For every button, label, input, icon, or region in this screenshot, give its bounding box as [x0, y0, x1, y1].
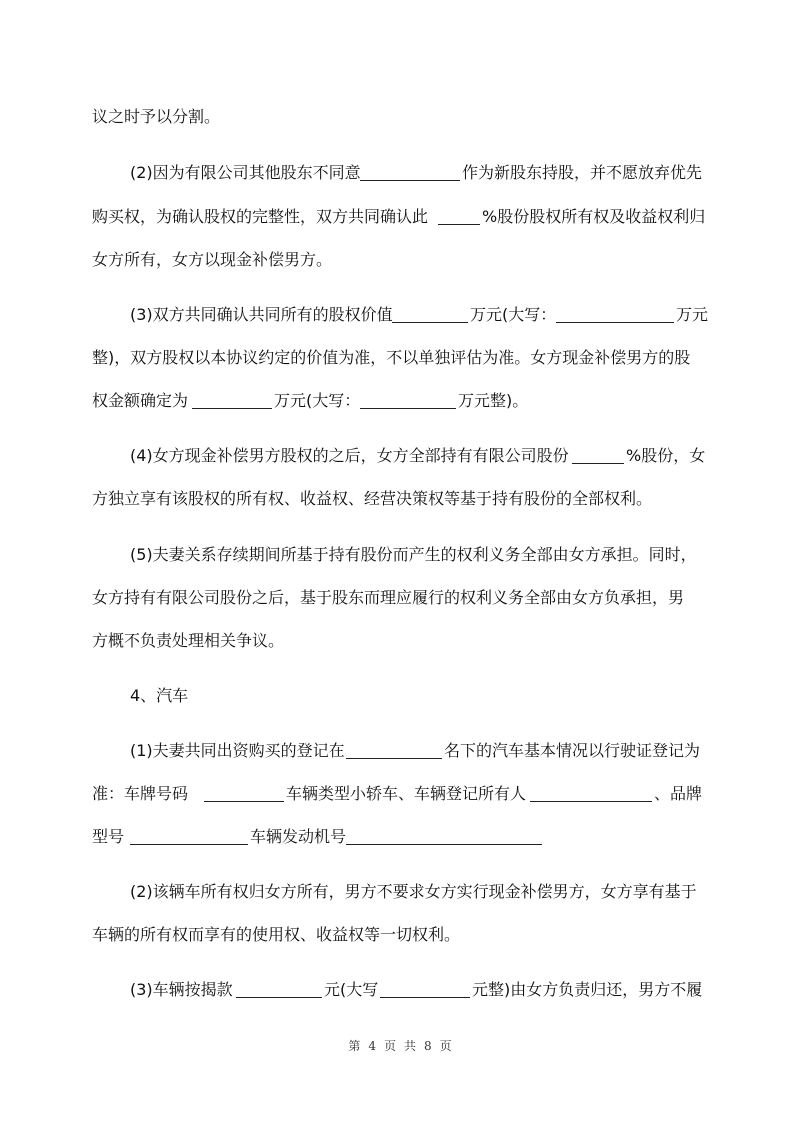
text-segment: 女方所有，女方以现金补偿男方。 — [92, 250, 333, 269]
text-segment: 作为新股东持股，并不愿放弃优先 — [462, 163, 703, 182]
footer-text: 页 — [439, 1039, 452, 1053]
text-segment: (1)夫妻共同出资购买的登记在 — [130, 741, 345, 760]
text-segment: (4)女方现金补偿男方股权的之后，女方全部持有有限公司股份 — [130, 446, 569, 465]
section-heading — [0, 680, 800, 712]
text-segment: 万元 — [676, 305, 709, 324]
page-footer — [0, 1036, 800, 1056]
text-segment: 购买权，为确认股权的完整性，双方共同确认此 — [92, 207, 429, 226]
text-segment: (3)双方共同确认共同所有的股权价值 — [130, 305, 393, 324]
fill-in-blank — [392, 322, 468, 323]
text-segment: %股份股权所有权及收益权利归 — [482, 207, 706, 226]
fill-in-blank — [380, 997, 470, 998]
text-segment: 万元(大写： — [470, 305, 557, 324]
text-segment: (5)夫妻关系存续期间所基于持有股份而产生的权利义务全部由女方承担。同时， — [130, 545, 697, 564]
text-segment: 车辆的所有权而享有的使用权、收益权等一切权利。 — [92, 925, 461, 944]
text-line — [0, 735, 800, 767]
page-number-total: 8 — [424, 1039, 432, 1053]
text-segment: 万元(大写： — [274, 391, 361, 410]
text-segment: 权金额确定为 — [92, 391, 189, 410]
text-segment: 方概不负责处理相关争议。 — [92, 631, 285, 650]
fill-in-blank — [204, 801, 284, 802]
text-line — [0, 483, 800, 515]
text-segment: 元(大写 — [324, 980, 379, 999]
fill-in-blank — [192, 408, 272, 409]
text-segment: %股份，女 — [626, 446, 706, 465]
footer-text: 共 — [404, 1039, 417, 1053]
fill-in-blank — [236, 997, 322, 998]
fill-in-blank — [360, 408, 456, 409]
text-segment: (2)该辆车所有权归女方所有，男方不要求女方实行现金补偿男方，女方享有基于 — [130, 882, 697, 901]
text-line — [0, 440, 800, 472]
text-line — [0, 201, 800, 233]
text-line — [0, 625, 800, 657]
text-line — [0, 778, 800, 810]
fill-in-blank — [346, 844, 542, 845]
text-line — [0, 157, 800, 189]
text-line — [0, 385, 800, 417]
heading-text: 4、汽车 — [130, 686, 189, 705]
fill-in-blank — [530, 801, 652, 802]
text-segment: (2)因为有限公司其他股东不同意 — [130, 163, 361, 182]
text-line — [0, 974, 800, 1006]
text-segment: (3)车辆按揭款 — [130, 980, 233, 999]
text-line — [0, 299, 800, 331]
text-line — [0, 582, 800, 614]
text-segment: 整)，双方股权以本协议约定的价值为准，不以单独评估为准。女方现金补偿男方的股 — [92, 348, 691, 367]
fill-in-blank — [346, 758, 442, 759]
text-segment: 万元整)。 — [458, 391, 529, 410]
text-segment: 、品牌 — [654, 784, 703, 803]
text-segment: 车辆发动机号 — [250, 827, 347, 846]
fill-in-blank — [360, 180, 460, 181]
text-line — [0, 342, 800, 374]
footer-text: 第 — [348, 1039, 361, 1053]
text-line — [0, 244, 800, 276]
text-segment: 女方持有有限公司股份之后，基于股东而理应履行的权利义务全部由女方负承担，男 — [92, 588, 685, 607]
text-line — [0, 821, 800, 853]
fill-in-blank — [572, 463, 624, 464]
text-segment: 名下的汽车基本情况以行驶证登记为 — [444, 741, 701, 760]
page-number-current: 4 — [368, 1039, 376, 1053]
text-segment: 议之时予以分割。 — [92, 107, 221, 126]
text-line — [0, 919, 800, 951]
text-segment: 型号 — [92, 827, 125, 846]
text-line — [0, 101, 800, 133]
fill-in-blank — [556, 322, 674, 323]
text-line — [0, 876, 800, 908]
fill-in-blank — [130, 844, 248, 845]
footer-text: 页 — [383, 1039, 396, 1053]
text-line — [0, 539, 800, 571]
text-segment: 车辆类型小轿车、车辆登记所有人 — [286, 784, 527, 803]
text-segment: 元整)由女方负责归还，男方不履 — [472, 980, 703, 999]
text-segment: 方独立享有该股权的所有权、收益权、经营决策权等基于持有股份的全部权利。 — [92, 489, 653, 508]
text-segment: 准：车牌号码 — [92, 784, 189, 803]
fill-in-blank — [438, 224, 480, 225]
